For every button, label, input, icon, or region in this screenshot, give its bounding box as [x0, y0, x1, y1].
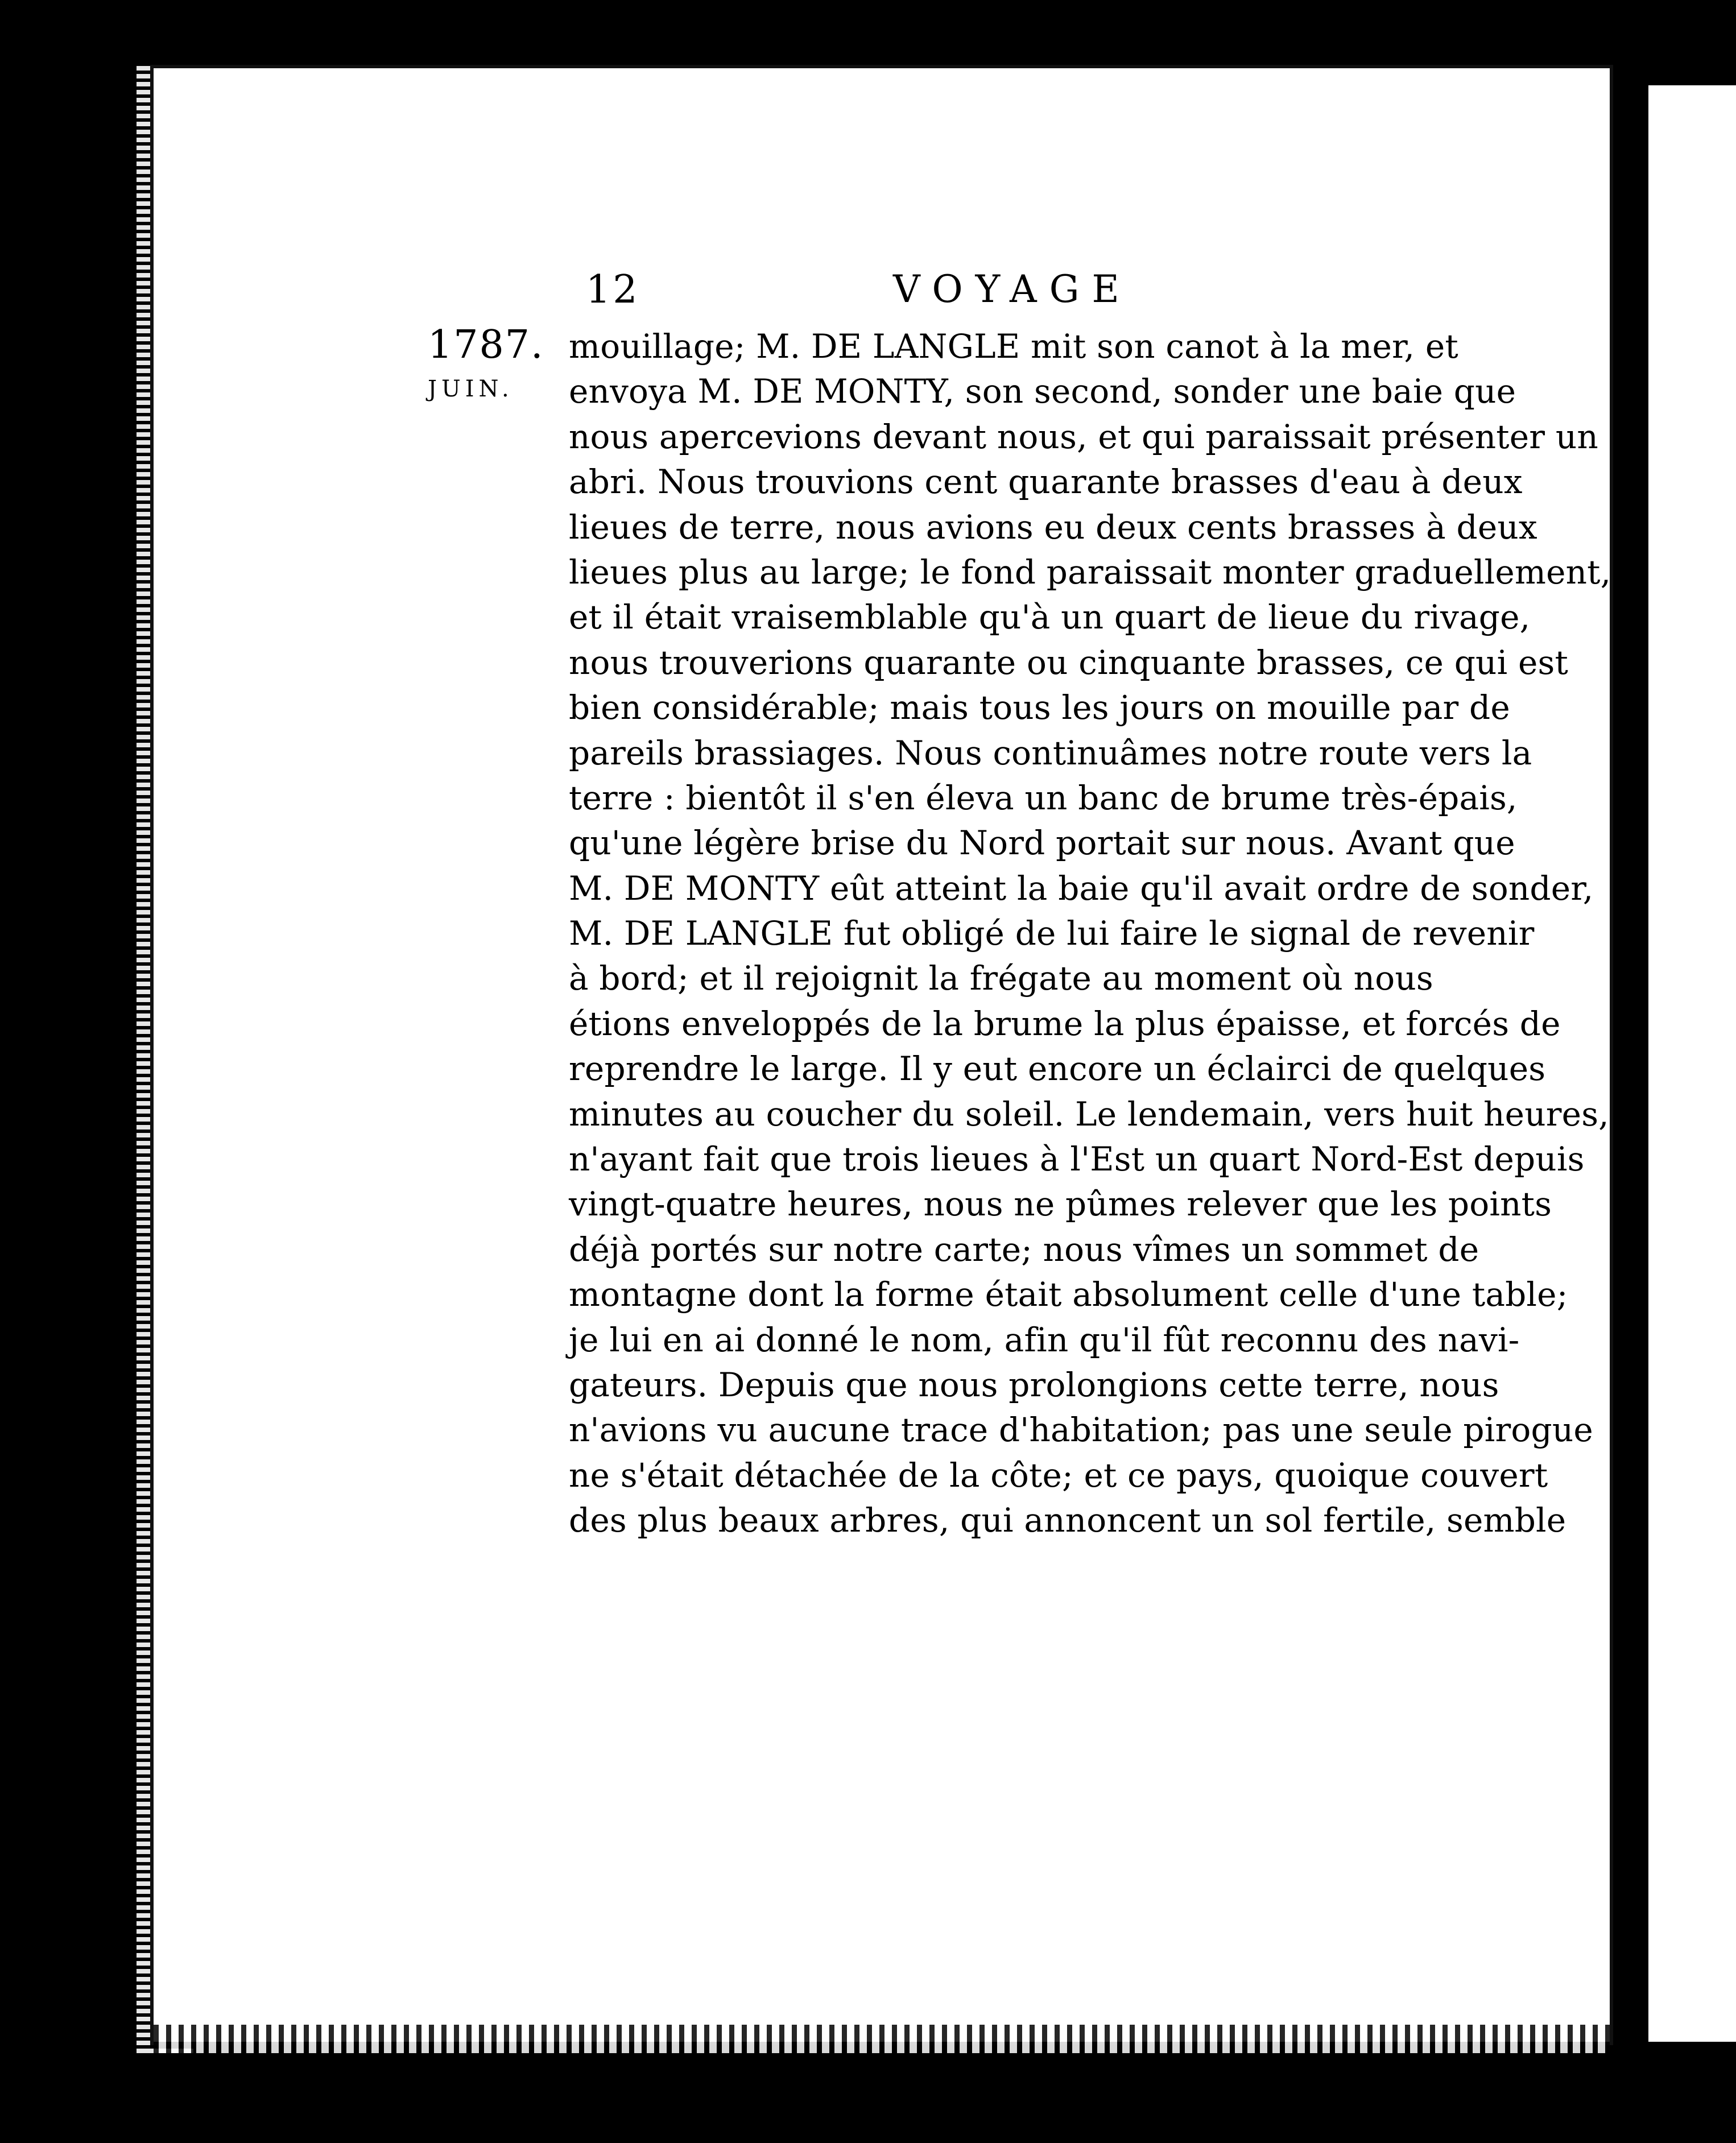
body-text: [569, 324, 1611, 1544]
text-line: nous apercevions devant nous, et qui paraissait présenter un: [569, 417, 1598, 456]
text-line: abri. Nous trouvions cent quarante brasses d'eau à deux: [569, 462, 1523, 502]
text-line: n'ayant fait que trois lieues à l'Est un quart Nord-Est depuis: [569, 1140, 1585, 1179]
margin-note: [428, 323, 559, 411]
text-line: qu'une légère brise du Nord portait sur nous. Avant que: [569, 824, 1515, 863]
page-number: 12: [586, 267, 640, 312]
text-line: et il était vraisemblable qu'à un quart de lieue du rivage,: [569, 598, 1531, 637]
text-line: je lui en ai donné le nom, afin qu'il fût reconnu des navi-: [569, 1320, 1520, 1359]
margin-year: 1787.: [428, 322, 544, 367]
page-edge-bottom: [154, 2025, 1610, 2053]
text-line: gateurs. Depuis que nous prolongions cette terre, nous: [569, 1365, 1499, 1404]
text-line: à bord; et il rejoignit la frégate au moment où nous: [569, 959, 1433, 998]
text-line: lieues plus au large; le fond paraissait monter graduellement,: [569, 552, 1611, 591]
text-line: mouillage; M. DE LANGLE mit son canot à la mer, et: [569, 327, 1458, 366]
text-line: vingt-quatre heures, nous ne pûmes relever que les points: [569, 1185, 1552, 1224]
text-line: minutes au coucher du soleil. Le lendemain, vers huit heures,: [569, 1094, 1609, 1133]
text-line: terre : bientôt il s'en éleva un banc de brume très-épais,: [569, 778, 1518, 817]
margin-month: JUIN.: [428, 376, 514, 402]
text-line: des plus beaux arbres, qui annoncent un sol fertile, semble: [569, 1501, 1566, 1540]
text-line: étions enveloppés de la brume la plus épaisse, et forcés de: [569, 1004, 1561, 1043]
text-line: bien considérable; mais tous les jours on mouille par de: [569, 688, 1510, 727]
adjacent-page-strip: [1638, 85, 1736, 2042]
text-line: M. DE LANGLE fut obligé de lui faire le signal de revenir: [569, 914, 1535, 953]
text-line: déjà portés sur notre carte; nous vîmes un sommet de: [569, 1230, 1479, 1269]
text-line: n'avions vu aucune trace d'habitation; pas une seule pirogue: [569, 1410, 1593, 1450]
text-line: reprendre le large. Il y eut encore un éclairci de quelques: [569, 1049, 1546, 1089]
text-line: nous trouverions quarante ou cinquante brasses, ce qui est: [569, 643, 1568, 682]
text-line: M. DE MONTY eût atteint la baie qu'il avait ordre de sonder,: [569, 868, 1594, 908]
page-header: [586, 267, 1428, 324]
running-title: VOYAGE: [893, 267, 1132, 311]
text-line: lieues de terre, nous avions eu deux cents brasses à deux: [569, 507, 1537, 547]
text-line: pareils brassiages. Nous continuâmes notre route vers la: [569, 733, 1532, 772]
text-line: envoya M. DE MONTY, son second, sonder une baie que: [569, 372, 1516, 411]
text-line: montagne dont la forme était absolument celle d'une table;: [569, 1275, 1568, 1314]
text-line: ne s'était détachée de la côte; et ce pays, quoique couvert: [569, 1455, 1548, 1495]
